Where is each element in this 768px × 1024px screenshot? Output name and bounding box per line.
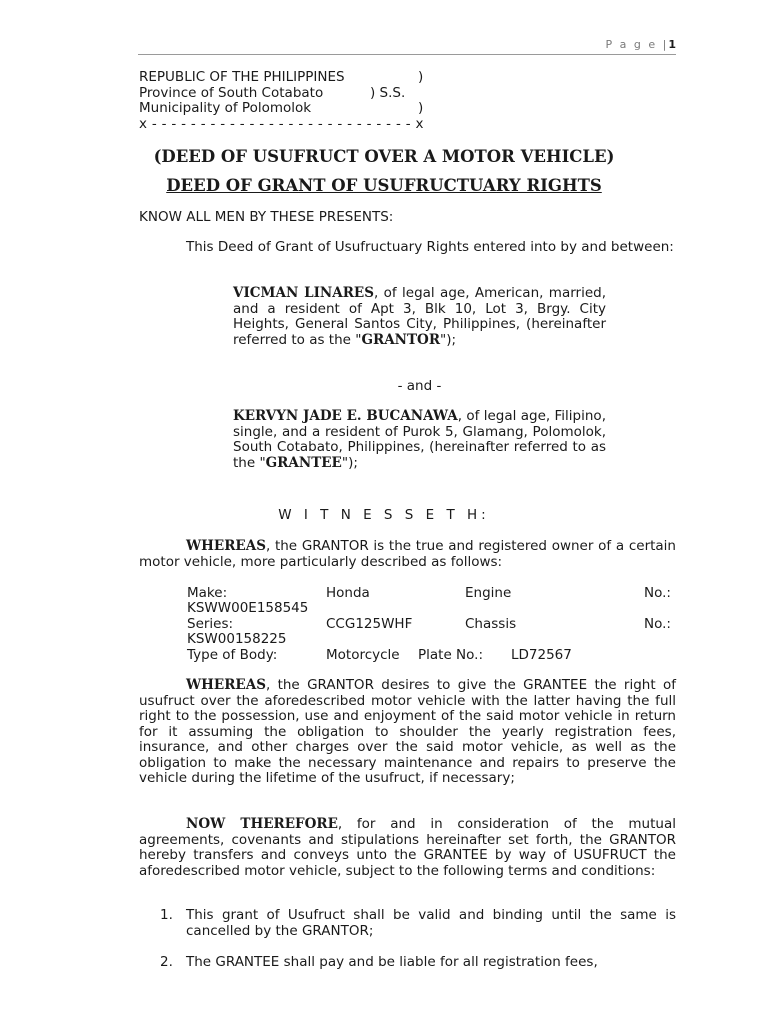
venue-block: [139, 70, 439, 132]
chassis-no-label: No.:: [644, 616, 671, 632]
page-number-label: [606, 38, 676, 51]
grantor-name: VICMAN LINARES: [233, 285, 374, 301]
whereas-1-text: , the GRANTOR is the true and registered owner of a certain motor vehicle, more particularly described as follows:: [139, 538, 676, 570]
venue-paren-3: ): [418, 100, 424, 116]
chassis-number: KSW00158225: [187, 631, 287, 647]
condition-item: [160, 955, 676, 971]
make-value: Honda: [326, 585, 370, 601]
page-number: 1: [668, 38, 676, 51]
engine-label: Engine: [465, 585, 512, 601]
engine-number: KSWW00E158545: [187, 600, 309, 616]
whereas-paragraph-1: [139, 539, 676, 570]
series-label: Series:: [187, 616, 234, 632]
body-value: Motorcycle: [326, 647, 400, 663]
plate-value: LD72567: [511, 647, 572, 663]
now-therefore-lead: NOW THEREFORE: [186, 816, 338, 832]
now-therefore-paragraph: [139, 817, 676, 879]
condition-number: 1.: [160, 907, 173, 923]
grantor-closing: ");: [440, 331, 457, 348]
witnesseth-heading: W I T N E S S E T H:: [278, 507, 490, 523]
chassis-label: Chassis: [465, 616, 517, 632]
document-title: (DEED OF USUFRUCT OVER A MOTOR VEHICLE): [153, 147, 615, 166]
condition-text: The GRANTEE shall pay and be liable for all registration fees,: [186, 954, 598, 970]
opening-clause: KNOW ALL MEN BY THESE PRESENTS:: [139, 209, 394, 225]
venue-paren-1: ): [418, 69, 424, 85]
condition-text: This grant of Usufruct shall be valid and binding until the same is cancelled by the GRANTOR;: [186, 907, 676, 939]
venue-divider: x - - - - - - - - - - - - - - - - - - - - - - - - - - - x: [139, 115, 424, 132]
whereas-2-text: , the GRANTOR desires to give the GRANTEE the right of usufruct over the aforedescribed motor vehicle with the latter having the full right to the possession, use and enjoyment of the said motor vehicle in return for it assuming the obligation to shoulder the yearly registration fees, insurance, and other charges over the said motor vehicle, as well as the obligation to make the necessary maintenance and repairs to preserve the vehicle during the lifetime of the usufruct, if necessary;: [139, 677, 676, 786]
engine-no-label: No.:: [644, 585, 671, 601]
grantee-role: GRANTEE: [265, 454, 342, 471]
whereas-paragraph-2: [139, 678, 676, 787]
grantee-name: KERVYN JADE E. BUCANAWA: [233, 408, 458, 424]
page-label: P a g e |: [605, 38, 669, 51]
grantee-details: , of legal age, Filipino, single, and a resident of Purok 5, Glamang, Polomolok, South Cotabato, Philippines, (hereinafter referred to as the ": [233, 408, 606, 471]
venue-municipality: Municipality of Polomolok: [139, 100, 312, 116]
whereas-2-lead: WHEREAS: [186, 677, 266, 693]
subtitle-text: DEED OF GRANT OF USUFRUCTUARY RIGHTS: [166, 176, 602, 195]
condition-item: [160, 908, 676, 939]
venue-ss: ) S.S.: [370, 84, 406, 101]
make-label: Make:: [187, 585, 228, 601]
now-therefore-text: , for and in consideration of the mutual agreements, covenants and stipulations hereinafter set forth, the GRANTOR hereby transfers and conveys unto the GRANTEE by way of USUFRUCT the aforedescribed motor vehicle, subject to the following terms and conditions:: [139, 816, 676, 879]
grantor-paragraph: [233, 286, 606, 348]
series-value: CCG125WHF: [326, 616, 413, 632]
body-label: Type of Body:: [187, 647, 278, 663]
grantee-paragraph: [233, 409, 606, 471]
whereas-1-lead: WHEREAS: [186, 538, 266, 554]
condition-number: 2.: [160, 954, 173, 970]
plate-label: Plate No.:: [418, 647, 484, 663]
venue-country: REPUBLIC OF THE PHILIPPINES: [139, 69, 345, 85]
and-separator: - and -: [397, 378, 442, 394]
grantee-closing: ");: [341, 454, 358, 471]
intro-paragraph: This Deed of Grant of Usufructuary Rights entered into by and between:: [186, 239, 674, 255]
document-subtitle: [0, 176, 768, 195]
grantor-role: GRANTOR: [361, 331, 441, 348]
page-header: [138, 38, 676, 55]
venue-province: Province of South Cotabato: [139, 84, 324, 101]
grantor-details: , of legal age, American, married, and a resident of Apt 3, Blk 10, Lot 3, Brgy. City Heights, General Santos City, Philippines, (hereinafter referred to as the ": [233, 285, 606, 348]
